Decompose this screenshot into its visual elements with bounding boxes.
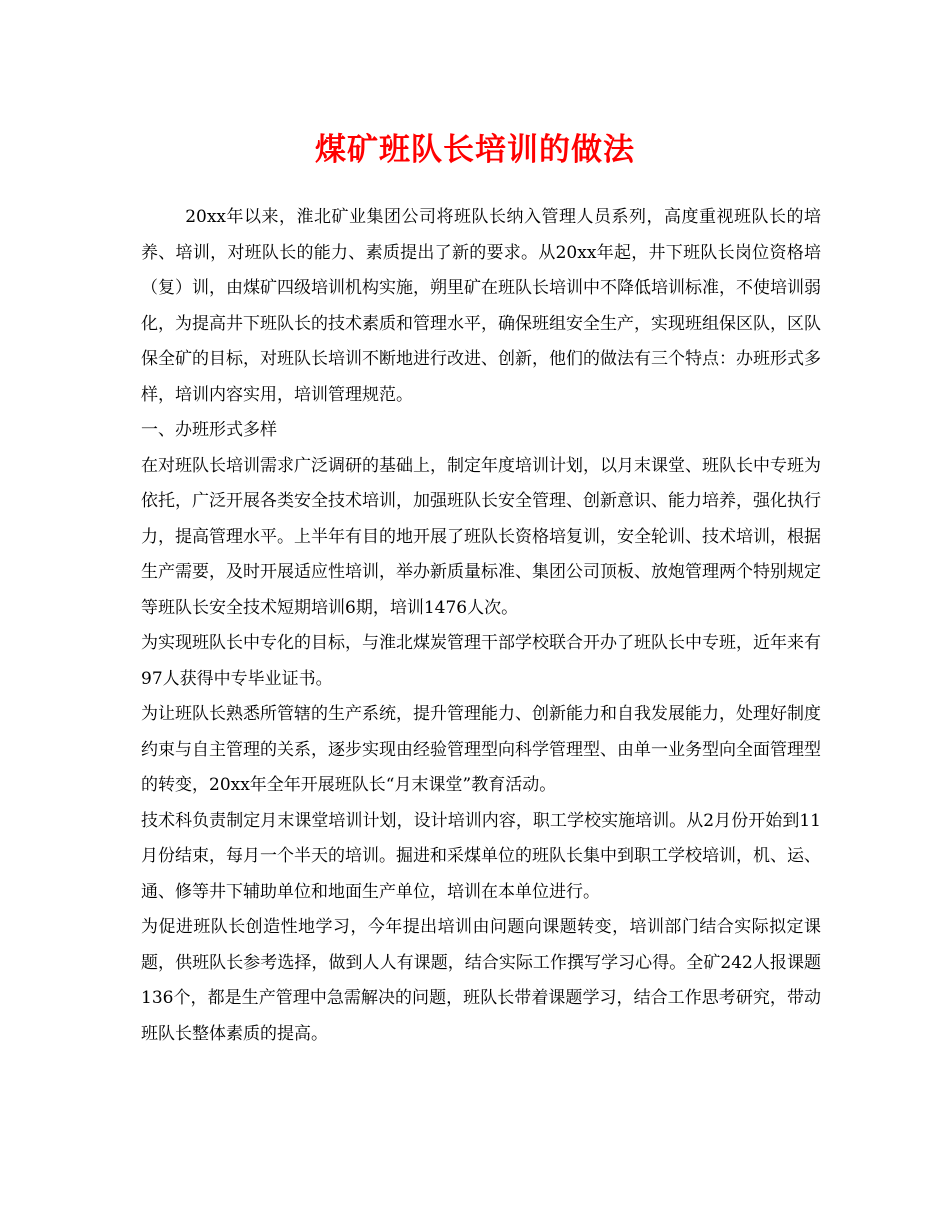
section-heading: 一、办班形式多样 <box>141 420 277 440</box>
document-body <box>141 200 821 1052</box>
body-paragraph: 为让班队长熟悉所管辖的生产系统，提升管理能力、创新能力和自我发展能力，处理好制度约束与自主管理的关系，逐步实现由经验管理型向科学管理型、由单一业务型向全面管理型的转变，20xx年全年开展班队长“月末课堂”教育活动。 <box>141 704 821 795</box>
body-paragraph: 为促进班队长创造性地学习，今年提出培训由问题向课题转变，培训部门结合实际拟定课题，供班队长参考选择，做到人人有课题，结合实际工作撰写学习心得。全矿242人报课题136个，都是生产管理中急需解决的问题，班队长带着课题学习，结合工作思考研究，带动班队长整体素质的提高。 <box>141 917 821 1044</box>
body-paragraph: 为实现班队长中专化的目标，与淮北煤炭管理干部学校联合开办了班队长中专班，近年来有97人获得中专毕业证书。 <box>141 633 821 689</box>
intro-paragraph: 20xx年以来，淮北矿业集团公司将班队长纳入管理人员系列，高度重视班队长的培养、培训，对班队长的能力、素质提出了新的要求。从20xx年起，井下班队长岗位资格培（复）训，由煤矿四级培训机构实施，朔里矿在班队长培训中不降低培训标准，不使培训弱化，为提高井下班队长的技术素质和管理水平，确保班组安全生产，实现班组保区队，区队保全矿的目标，对班队长培训不断地进行改进、创新，他们的做法有三个特点：办班形式多样，培训内容实用，培训管理规范。 <box>141 207 821 405</box>
body-paragraph: 技术科负责制定月末课堂培训计划，设计培训内容，职工学校实施培训。从2月份开始到11月份结束，每月一个半天的培训。掘进和采煤单位的班队长集中到职工学校培训，机、运、通、修等井下辅助单位和地面生产单位，培训在本单位进行。 <box>141 810 821 902</box>
body-paragraph: 在对班队长培训需求广泛调研的基础上，制定年度培训计划，以月末课堂、班队长中专班为依托，广泛开展各类安全技术培训，加强班队长安全管理、创新意识、能力培养，强化执行力，提高管理水平。上半年有目的地开展了班队长资格培复训，安全轮训、技术培训，根据生产需要，及时开展适应性培训，举办新质量标准、集团公司顶板、放炮管理两个特别规定等班队长安全技术短期培训6期，培训1476人次。 <box>141 455 821 618</box>
document-title: 煤矿班队长培训的做法 <box>315 132 635 168</box>
